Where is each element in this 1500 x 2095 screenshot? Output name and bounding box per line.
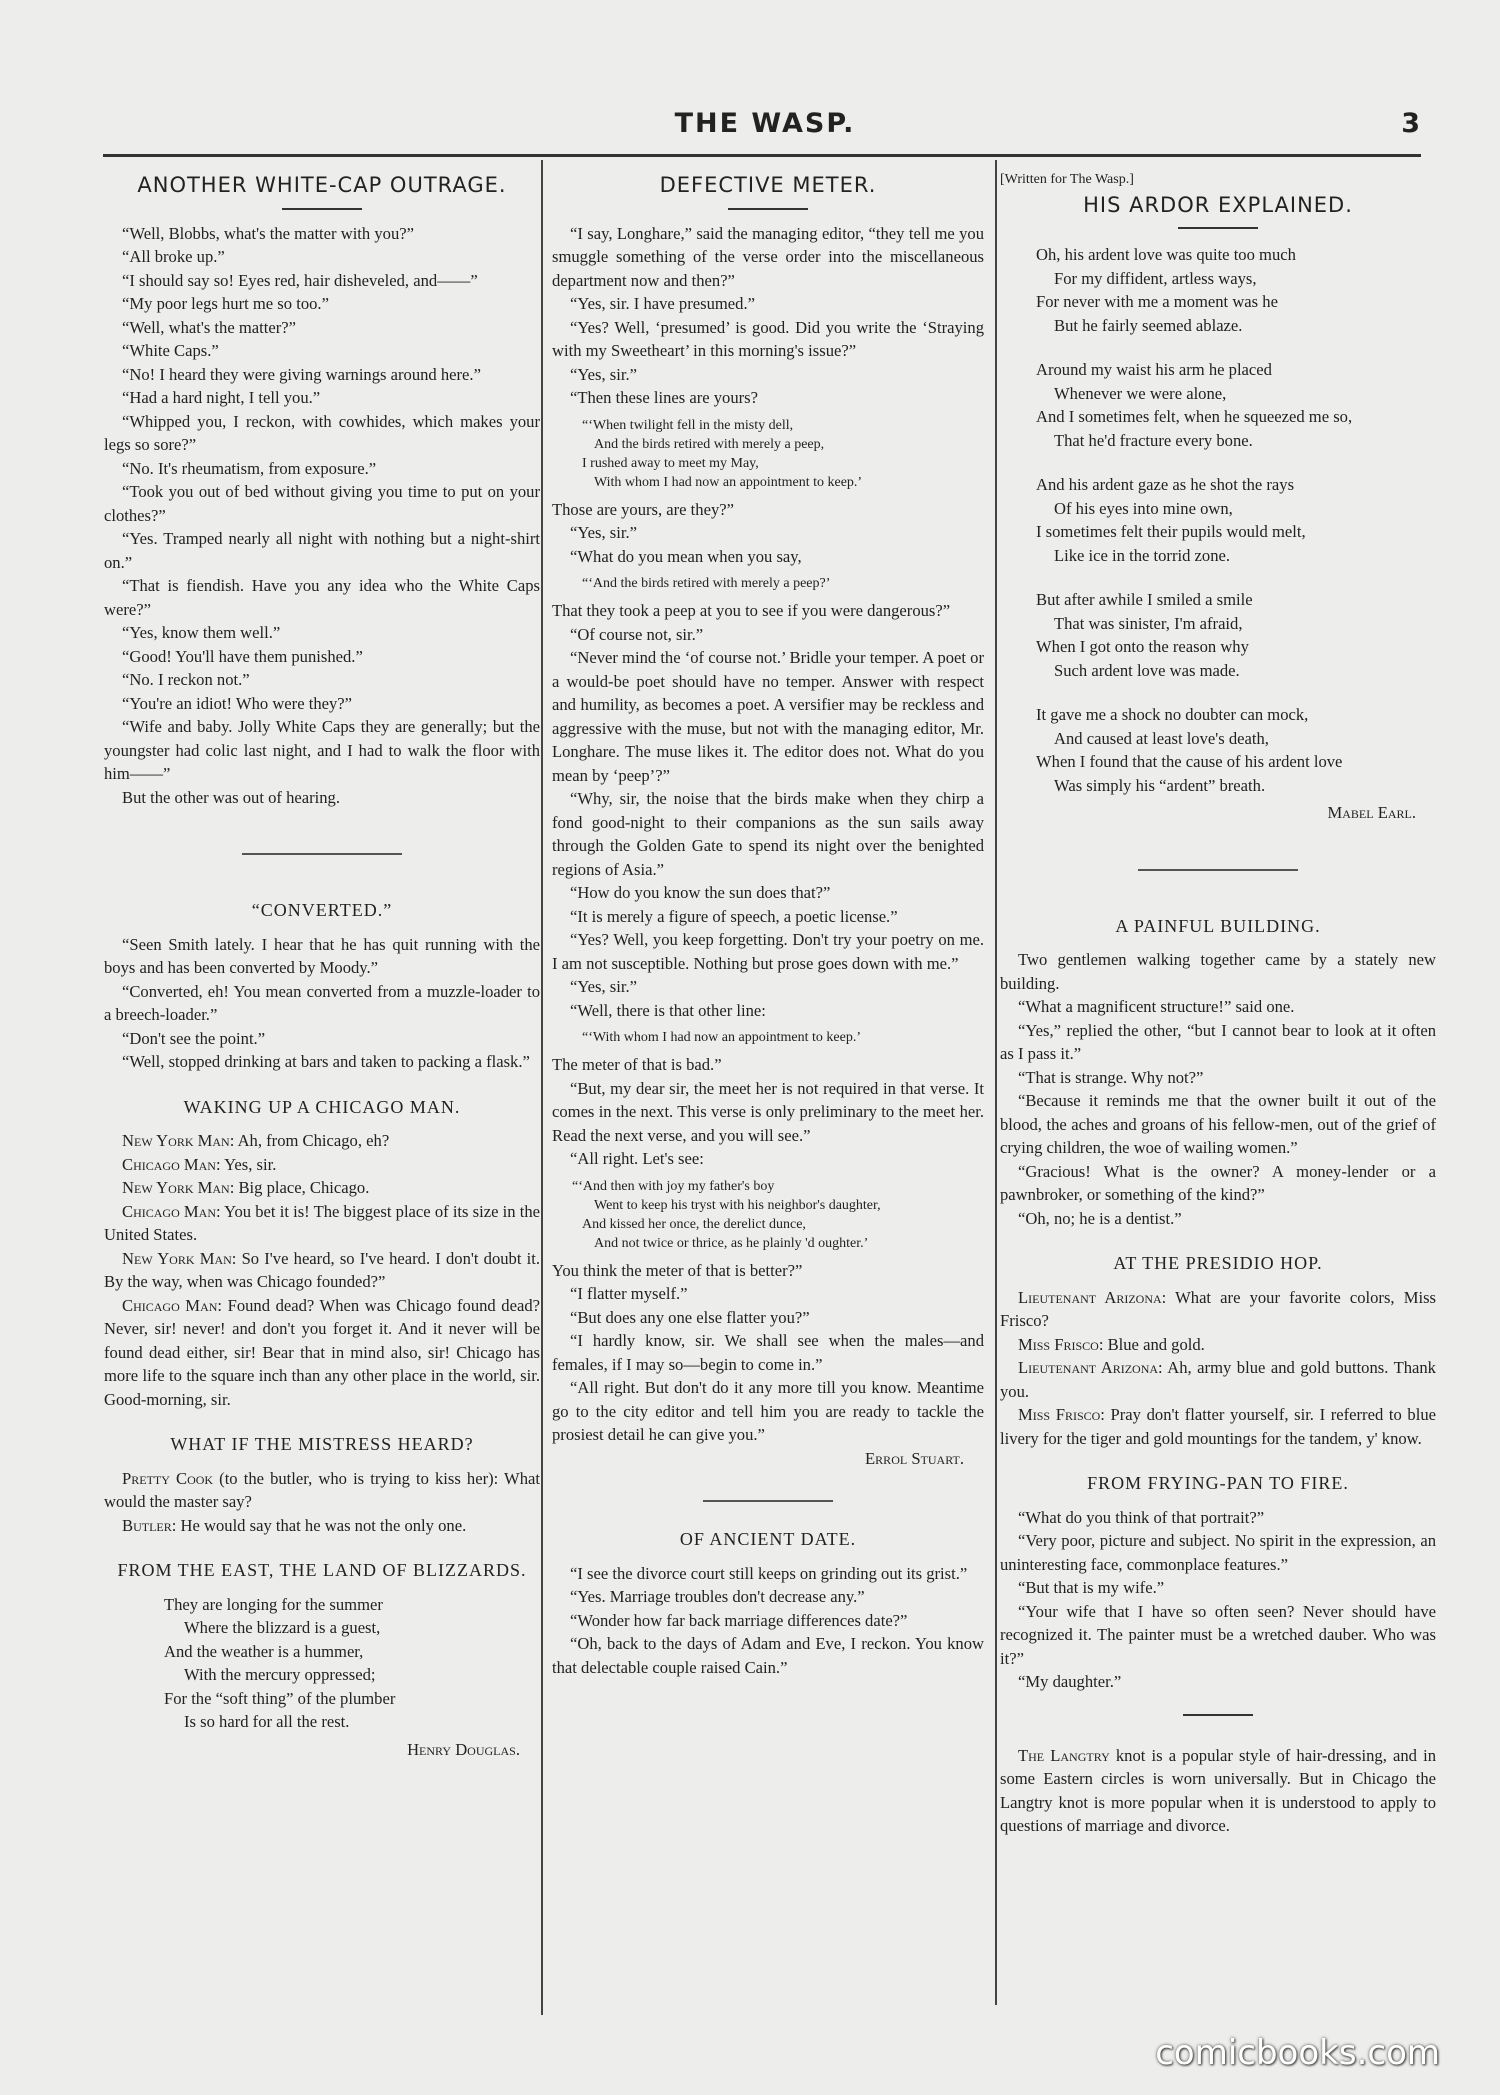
dialogue-line <box>104 1153 540 1177</box>
speech: Ah, from Chicago, eh? <box>234 1131 390 1150</box>
paragraph: “My poor legs hurt me so too.” <box>122 294 329 313</box>
speaker: New York Man: <box>122 1178 235 1197</box>
speech: What are your favorite colors, Miss Frisco? <box>1000 1287 1436 1330</box>
quote-line: With whom I had now an appointment to keep.’ <box>594 474 863 490</box>
paragraph: “It is merely a figure of speech, a poetic license.” <box>570 906 898 926</box>
article-heading: WHAT IF THE MISTRESS HEARD? <box>170 1434 474 1454</box>
article-heading: OF ANCIENT DATE. <box>679 1529 857 1549</box>
paragraph: “Because it reminds me that the owner built it out of the blood, the aches and groans of his fellow-men, out of the grief of crying children, the woe of wailing women.” <box>1000 1091 1436 1157</box>
column-3 <box>1000 168 1436 1838</box>
poem-line: It gave me a shock no doubter can mock, <box>1036 705 1309 724</box>
article-heading: A PAINFUL BUILDING. <box>1115 915 1321 936</box>
dialogue-line <box>104 1200 540 1247</box>
quote-line: “‘And the birds retired with merely a peep?’ <box>582 576 831 591</box>
poem-line: And his ardent gaze as he shot the rays <box>1036 475 1295 494</box>
paragraph: “Of course not, sir.” <box>570 624 704 644</box>
paragraph: “Yes, sir.” <box>570 364 637 384</box>
paragraph: “I say, Longhare,” said the managing editor, “they tell me you smuggle something of the verse order into the miscellaneous department now and then?” <box>552 223 984 290</box>
paragraph: “Don't see the point.” <box>122 1028 266 1048</box>
paragraph: “Your wife that I have so often seen? Never should have recognized it. The painter must be a wretched dauber. Who was it?” <box>1000 1601 1436 1668</box>
poem-line: That was sinister, I'm afraid, <box>1054 613 1243 633</box>
dialogue-line <box>1000 1286 1436 1333</box>
speech: Yes, sir. <box>220 1154 277 1174</box>
poem-line: Was simply his “ardent” breath. <box>1054 775 1266 795</box>
paragraph: “All right. Let's see: <box>570 1149 704 1168</box>
paragraph: “Wife and baby. Jolly White Caps they are generally; but the youngster had colic last night, and I had to walk the floor with him——” <box>104 717 540 783</box>
speaker: Chicago Man: <box>122 1154 221 1174</box>
article-heading: “CONVERTED.” <box>251 900 393 920</box>
speech: So I've heard, so I've heard. I don't doubt it. By the way, when was Chicago founded?” <box>104 1248 540 1291</box>
paragraph: Those are yours, are they?” <box>552 499 734 519</box>
verse-quote <box>582 416 984 492</box>
masthead <box>100 108 1430 148</box>
paragraph: “I should say so! Eyes red, hair disheveled, and——” <box>122 270 478 290</box>
paragraph <box>1000 1744 1436 1838</box>
publication-title: THE WASP. <box>674 108 856 139</box>
verse-quote <box>582 1028 984 1047</box>
column-divider-1 <box>541 160 543 2015</box>
poem-line: For the “soft thing” of the plumber <box>164 1688 396 1708</box>
lead-words: The Langtry <box>1018 1745 1110 1765</box>
section-separator <box>1183 1714 1253 1716</box>
dialogue-line <box>1000 1333 1436 1357</box>
dialogue-line <box>1000 1403 1436 1450</box>
paragraph: “Yes,” replied the other, “but I cannot bear to look at it often as I pass it.” <box>1000 1020 1436 1063</box>
speech: Big place, Chicago. <box>234 1178 370 1197</box>
paragraph: “Oh, back to the days of Adam and Eve, I reckon. You know that delectable couple raised Cain.” <box>552 1634 984 1677</box>
speaker: New York Man: <box>122 1248 237 1268</box>
paragraph: That they took a peep at you to see if you were dangerous?” <box>552 601 951 620</box>
speech: Ah, army blue and gold buttons. Thank you. <box>1000 1358 1436 1401</box>
article-heading: WAKING UP A CHICAGO MAN. <box>183 1096 461 1117</box>
poem-line: That he'd fracture every bone. <box>1054 430 1253 450</box>
poem-line: When I got onto the reason why <box>1036 637 1249 656</box>
section-separator <box>1138 869 1298 871</box>
page-number: 3 <box>1401 108 1420 139</box>
poem-line: When I found that the cause of his ardent love <box>1036 752 1343 771</box>
author-signature: Henry Douglas. <box>407 1739 520 1759</box>
article-heading: FROM FRYING-PAN TO FIRE. <box>1087 1473 1349 1493</box>
paragraph: “All right. But don't do it any more till you know. Meantime go to the city editor and tell him you are ready to tackle the prosiest detail he can give you.” <box>552 1378 984 1444</box>
speech: He would say that he was not the only one. <box>176 1515 467 1535</box>
paragraph: “No. It's rheumatism, from exposure.” <box>122 458 377 478</box>
poem-line: But he fairly seemed ablaze. <box>1054 315 1243 335</box>
speech: Pray don't flatter yourself, sir. I referred to blue livery for the tiger and gold mountings for the tandem, y' know. <box>1000 1405 1436 1448</box>
paragraph: “Then these lines are yours? <box>570 388 758 407</box>
poem-line: Around my waist his arm he placed <box>1036 360 1272 379</box>
paragraph: “Took you out of bed without giving you time to put on your clothes?” <box>104 482 540 525</box>
poem-line: Where the blizzard is a guest, <box>184 1618 381 1637</box>
paragraph: “Well, what's the matter?” <box>122 317 296 337</box>
poem-line: Like ice in the torrid zone. <box>1054 545 1231 565</box>
dialogue-line <box>104 1294 540 1412</box>
article-heading: DEFECTIVE METER. <box>659 173 877 197</box>
poem-line: Oh, his ardent love was quite too much <box>1036 245 1296 264</box>
speaker: Miss Frisco: <box>1018 1405 1105 1424</box>
speaker: Butler: <box>122 1515 177 1535</box>
quote-line: And kissed her once, the derelict dunce, <box>582 1216 806 1232</box>
poem <box>1000 243 1436 797</box>
speaker: Chicago Man: <box>122 1201 221 1221</box>
poem-line: They are longing for the summer <box>164 1594 383 1614</box>
paragraph: “Wonder how far back marriage differences date?” <box>570 1610 908 1630</box>
poem-line: And the weather is a hummer, <box>164 1641 364 1661</box>
paragraph: But the other was out of hearing. <box>122 787 340 807</box>
quote-line: I rushed away to meet my May, <box>582 455 759 471</box>
quote-line: “‘With whom I had now an appointment to keep.’ <box>582 1030 861 1045</box>
dialogue-line <box>104 1247 540 1294</box>
paragraph: “Yes? Well, you keep forgetting. Don't try your poetry on me. I am not susceptible. Nothing but prose goes down with me.” <box>552 930 984 973</box>
speech: Blue and gold. <box>1103 1334 1205 1354</box>
dialogue-line <box>104 1176 540 1200</box>
paragraph: “Yes. Marriage troubles don't decrease any.” <box>570 1587 865 1606</box>
paragraph: “Yes, sir.” <box>570 523 637 542</box>
paragraph: You think the meter of that is better?” <box>552 1260 803 1280</box>
quote-line: And the birds retired with merely a peep, <box>594 436 825 452</box>
quote-line: And not twice or thrice, as he plainly 'd oughter.’ <box>594 1235 869 1251</box>
paragraph: “Well, stopped drinking at bars and taken to packing a flask.” <box>122 1052 530 1071</box>
paragraph: “Yes, sir. I have presumed.” <box>570 294 755 313</box>
poem-line: But after awhile I smiled a smile <box>1036 590 1253 609</box>
paragraph: “I flatter myself.” <box>570 1284 688 1303</box>
paragraph: “My daughter.” <box>1018 1672 1122 1691</box>
quote-line: “‘When twilight fell in the misty dell, <box>582 417 794 433</box>
paragraph: “But, my dear sir, the meet her is not required in that verse. It comes in the next. This verse is only preliminary to the meet her. Read the next verse, and you will see.” <box>552 1078 984 1145</box>
poem-line: Is so hard for all the rest. <box>184 1712 350 1731</box>
paragraph: “I see the divorce court still keeps on grinding out its grist.” <box>570 1563 968 1583</box>
speaker: Chicago Man: <box>122 1295 223 1315</box>
paragraph: “That is fiendish. Have you any idea who the White Caps were?” <box>104 576 540 619</box>
paragraph: “Converted, eh! You mean converted from a muzzle-loader to a breech-loader.” <box>104 981 540 1024</box>
column-divider-2 <box>995 160 997 2005</box>
paragraph: “That is strange. Why not?” <box>1018 1067 1204 1087</box>
poem-line: And caused at least love's death, <box>1054 728 1269 748</box>
poem-line: Such ardent love was made. <box>1054 660 1240 680</box>
paragraph: “Good! You'll have them punished.” <box>122 646 363 666</box>
poem-line: Whenever we were alone, <box>1054 383 1227 403</box>
paragraph: “How do you know the sun does that?” <box>570 883 831 902</box>
paragraph: “What a magnificent structure!” said one. <box>1018 997 1295 1016</box>
paragraph: “Yes, sir.” <box>570 977 637 996</box>
paragraph: “Gracious! What is the owner? A money-lender or a pawnbroker, or something of the kind?” <box>1000 1161 1436 1204</box>
paragraph: “Very poor, picture and subject. No spirit in the expression, an uninteresting face, commonplace features.” <box>1000 1531 1436 1574</box>
heading-rule <box>728 208 808 210</box>
article-heading: FROM THE EAST, THE LAND OF BLIZZARDS. <box>117 1560 527 1580</box>
heading-rule <box>282 208 362 210</box>
paragraph: “Seen Smith lately. I hear that he has quit running with the boys and has been converted by Moody.” <box>104 934 540 977</box>
article-heading: AT THE PRESIDIO HOP. <box>1113 1253 1323 1273</box>
paragraph: “No! I heard they were giving warnings around here.” <box>122 364 481 384</box>
poem <box>104 1593 540 1734</box>
poem-line: I sometimes felt their pupils would melt, <box>1036 522 1306 541</box>
poem-line: For never with me a moment was he <box>1036 292 1278 311</box>
paragraph: “Whipped you, I reckon, with cowhides, which makes your legs so sore?” <box>104 411 540 454</box>
dialogue-line <box>104 1514 540 1538</box>
article-heading: HIS ARDOR EXPLAINED. <box>1083 192 1353 217</box>
watermark: comicbooks.com <box>1155 2033 1440 2073</box>
paragraph: “Yes, know them well.” <box>122 623 281 642</box>
speech: You bet it is! The biggest place of its size in the United States. <box>104 1201 540 1244</box>
paragraph: “What do you think of that portrait?” <box>1018 1507 1265 1527</box>
verse-quote <box>572 1177 984 1253</box>
byline-note: [Written for The Wasp.] <box>1000 172 1134 187</box>
column-2 <box>552 168 984 1679</box>
paragraph: The meter of that is bad.” <box>552 1055 722 1074</box>
paragraph: “But that is my wife.” <box>1018 1578 1165 1597</box>
quote-line: “‘And then with joy my father's boy <box>572 1178 775 1194</box>
paragraph: “Never mind the ‘of course not.’ Bridle your temper. A poet or a would-be poet should have no temper. Answer with respect and humility, as becomes a poet. A versifier may be reckless and aggressive with the muse, but not with the managing editor, Mr. Longhare. The muse likes it. The editor does not. What do you mean by ‘peep’?” <box>552 648 984 785</box>
paragraph: “But does any one else flatter you?” <box>570 1307 810 1327</box>
dialogue-line <box>1000 1356 1436 1403</box>
paragraph: “Oh, no; he is a dentist.” <box>1018 1208 1182 1228</box>
speaker: Miss Frisco: <box>1018 1334 1104 1354</box>
speaker: Lieutenant Arizona: <box>1018 1287 1167 1307</box>
verse-quote <box>582 574 984 593</box>
article-heading: ANOTHER WHITE-CAP OUTRAGE. <box>137 173 507 197</box>
speaker: Lieutenant Arizona: <box>1018 1358 1163 1377</box>
paragraph: “What do you mean when you say, <box>570 546 802 566</box>
paragraph: Two gentlemen walking together came by a stately new building. <box>1000 950 1436 993</box>
paragraph: “You're an idiot! Who were they?” <box>122 693 353 713</box>
header-rule <box>103 154 1421 157</box>
speaker: Pretty Cook <box>122 1468 214 1488</box>
paragraph: “White Caps.” <box>122 341 219 360</box>
speech: Found dead? When was Chicago found dead? Never, sir! never! and don't you forget it. And it never will be found dead either, sir! Bear that in mind also, sir! Chicago has more life to the square inch than any other place in the world, sir. Good-morning, sir. <box>104 1295 540 1409</box>
poem-line: Of his eyes into mine own, <box>1054 498 1233 518</box>
poem-line: With the mercury oppressed; <box>184 1665 376 1684</box>
poem-line: And I sometimes felt, when he squeezed me so, <box>1036 407 1353 426</box>
paragraph: “Had a hard night, I tell you.” <box>122 388 321 407</box>
quote-line: Went to keep his tryst with his neighbor's daughter, <box>594 1197 881 1213</box>
dialogue-line <box>104 1467 540 1514</box>
heading-rule <box>1178 227 1258 229</box>
paragraph: “Yes. Tramped nearly all night with nothing but a night-shirt on.” <box>104 529 540 572</box>
section-separator <box>703 1500 833 1502</box>
author-signature: Errol Stuart. <box>865 1448 964 1468</box>
paragraph: “All broke up.” <box>122 247 225 266</box>
paragraph: “Well, there is that other line: <box>570 1000 766 1020</box>
paragraph: “Why, sir, the noise that the birds make when they chirp a fond good-night to their companions as the sun sails away through the Golden Gate to spend its night over the benighted regions of Asia.” <box>552 789 984 879</box>
paragraph-text: knot is a popular style of hair-dressing, and in some Eastern circles is worn universally. But in Chicago the Langtry knot is more popular when it is understood to apply to questions of marriage and divorce. <box>1000 1745 1436 1835</box>
paragraph: “No. I reckon not.” <box>122 670 250 689</box>
poem-line: For my diffident, artless ways, <box>1054 268 1257 288</box>
author-signature: Mabel Earl. <box>1327 803 1416 822</box>
paragraph: “Yes? Well, ‘presumed’ is good. Did you write the ‘Straying with my Sweetheart’ in this morning's issue?” <box>552 317 984 360</box>
dialogue-line <box>104 1129 540 1153</box>
column-1 <box>104 168 540 1761</box>
paragraph: “Well, Blobbs, what's the matter with you?” <box>122 223 414 243</box>
speech: (to the butler, who is trying to kiss her): What would the master say? <box>104 1468 540 1511</box>
section-separator <box>242 853 402 855</box>
speaker: New York Man: <box>122 1131 235 1150</box>
paragraph: “I hardly know, sir. We shall see when the males—and females, if I may so—begin to come in.” <box>552 1331 984 1374</box>
